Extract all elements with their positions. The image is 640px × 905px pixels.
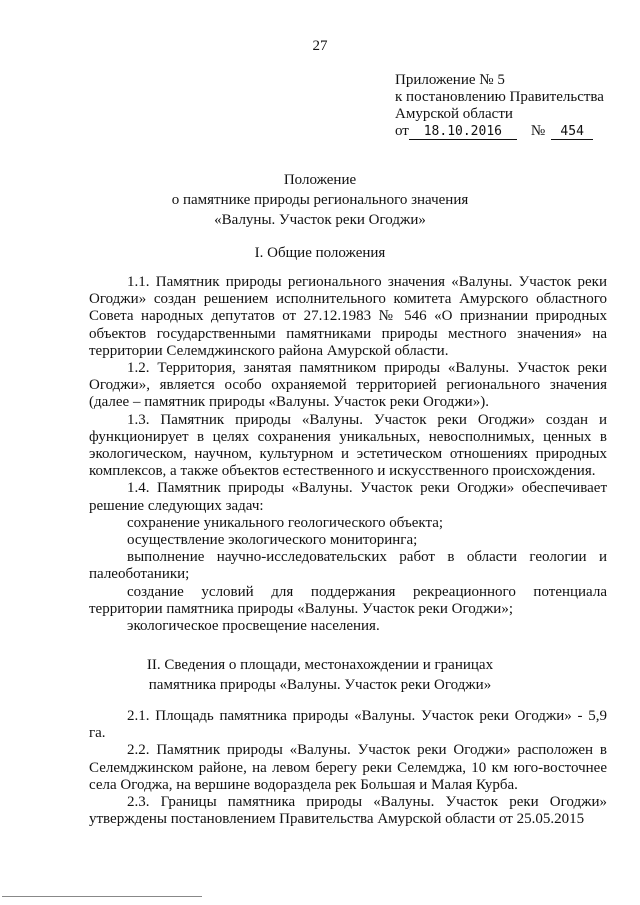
paragraph-1-2: 1.2. Территория, занятая памятником природы «Валуны. Участок реки Огоджи», является особо охраняемой территорией регионального значения (далее – памятник природы «Валуны. Участок реки Огоджи»). [89, 360, 607, 411]
title-line-1: Положение [283, 172, 357, 188]
section-2-heading-line-2: памятника природы «Валуны. Участок реки Огоджи» [148, 677, 492, 693]
paragraph-2-2: 2.2. Памятник природы «Валуны. Участок реки Огоджи» расположен в Селемджинском районе, на левом берегу реки Селемджа, 10 км юго-восточнее села Огоджа, на вершине водораздела рек Большая и Малая Курба. [89, 742, 607, 793]
task-item-2: осуществление экологического мониторинга; [127, 532, 418, 549]
appendix-title: Приложение № 5 [395, 72, 505, 88]
appendix-block [395, 72, 604, 140]
page-number: 27 [312, 38, 328, 54]
appendix-date-line [395, 123, 604, 140]
paragraph-2-3: 2.3. Границы памятника природы «Валуны. Участок реки Огоджи» утверждены постановлением Правительства Амурской области от 25.05.2015 [89, 794, 607, 828]
scan-edge-line [2, 896, 202, 897]
paragraph-1-3: 1.3. Памятник природы «Валуны. Участок реки Огоджи» создан и функционирует в целях сохранения уникальных, невосполнимых, ценных в экологическом, научном, культурном и эстетическом отношениях природных комплексов, а также объектов естественного и искусственного происхождения. [89, 411, 607, 480]
decree-number: 454 [551, 125, 593, 140]
task-item-3: выполнение научно-исследовательских работ в области геологии и палеоботаники; [89, 549, 607, 583]
section-1-body [89, 274, 607, 635]
section-2-heading-line-1: II. Сведения о площади, местонахождении и границах [146, 657, 494, 673]
section-2-body [89, 708, 607, 828]
paragraph-2-1: 2.1. Площадь памятника природы «Валуны. Участок реки Огоджи» - 5,9 га. [89, 708, 607, 742]
task-item-4: создание условий для поддержания рекреационного потенциала территории памятника природы «Валуны. Участок реки Огоджи»; [89, 583, 607, 617]
number-label: № [530, 123, 546, 139]
task-item-5: экологическое просвещение населения. [127, 618, 380, 635]
appendix-decree: к постановлению Правительства [395, 89, 604, 105]
paragraph-1-1: 1.1. Памятник природы регионального значения «Валуны. Участок реки Огоджи» создан решением исполнительного комитета Амурского областного Совета народных депутатов от 27.12.1983 № 546 «О признании природных объектов государственными памятниками природы местного значения» на территории Селемджинского района Амурской области. [89, 274, 607, 359]
decree-date: 18.10.2016 [409, 125, 517, 140]
title-line-2: о памятнике природы регионального значения [171, 192, 469, 208]
from-label: от [395, 123, 409, 139]
appendix-region: Амурской области [395, 106, 513, 122]
section-1-heading: I. Общие положения [254, 245, 386, 261]
paragraph-1-4: 1.4. Памятник природы «Валуны. Участок реки Огоджи» обеспечивает решение следующих задач: [89, 480, 607, 514]
task-item-1: сохранение уникального геологического объекта; [127, 514, 444, 531]
title-line-3: «Валуны. Участок реки Огоджи» [214, 212, 426, 228]
